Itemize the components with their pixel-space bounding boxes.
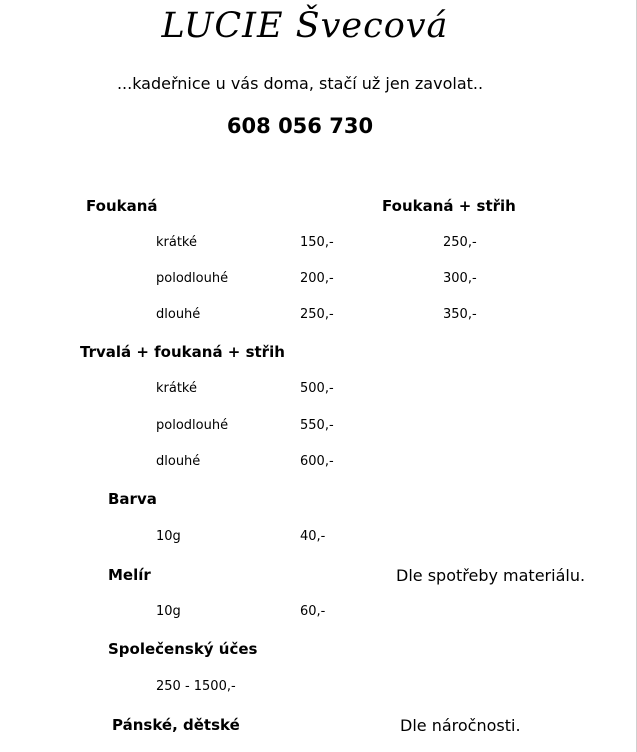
section-heading-melir: Melír	[108, 566, 151, 584]
price-range: 250 - 1500,-	[156, 679, 236, 694]
item-price: 500,-	[300, 381, 334, 396]
item-price: 600,-	[300, 454, 334, 469]
page-title: LUCIE Švecová	[161, 6, 449, 46]
item-label: 10g	[156, 529, 181, 544]
item-label: dlouhé	[156, 454, 201, 469]
item-price-cut: 300,-	[443, 271, 477, 286]
item-price-cut: 250,-	[443, 235, 477, 250]
item-price: 150,-	[300, 235, 334, 250]
item-price: 60,-	[300, 604, 326, 619]
panske-note: Dle náročnosti.	[400, 716, 521, 735]
item-label: polodlouhé	[156, 271, 229, 286]
section-heading-spolecensky: Společenský účes	[108, 640, 258, 658]
melir-note: Dle spotřeby materiálu.	[396, 566, 586, 585]
section-heading-panske: Pánské, dětské	[112, 716, 240, 734]
item-price: 250,-	[300, 307, 334, 322]
item-label: krátké	[156, 381, 197, 396]
section-heading-foukana-strih: Foukaná + střih	[382, 197, 516, 215]
section-heading-barva: Barva	[108, 490, 157, 508]
item-price: 200,-	[300, 271, 334, 286]
item-label: polodlouhé	[156, 418, 229, 433]
tagline: ...kadeřnice u vás doma, stačí už jen zavolat..	[116, 74, 484, 93]
section-heading-trvala: Trvalá + foukaná + střih	[80, 343, 285, 361]
item-price: 550,-	[300, 418, 334, 433]
item-price: 40,-	[300, 529, 326, 544]
item-label: 10g	[156, 604, 181, 619]
item-price-cut: 350,-	[443, 307, 477, 322]
phone-number: 608 056 730	[226, 114, 374, 138]
section-heading-foukana: Foukaná	[86, 197, 158, 215]
item-label: krátké	[156, 235, 197, 250]
item-label: dlouhé	[156, 307, 201, 322]
